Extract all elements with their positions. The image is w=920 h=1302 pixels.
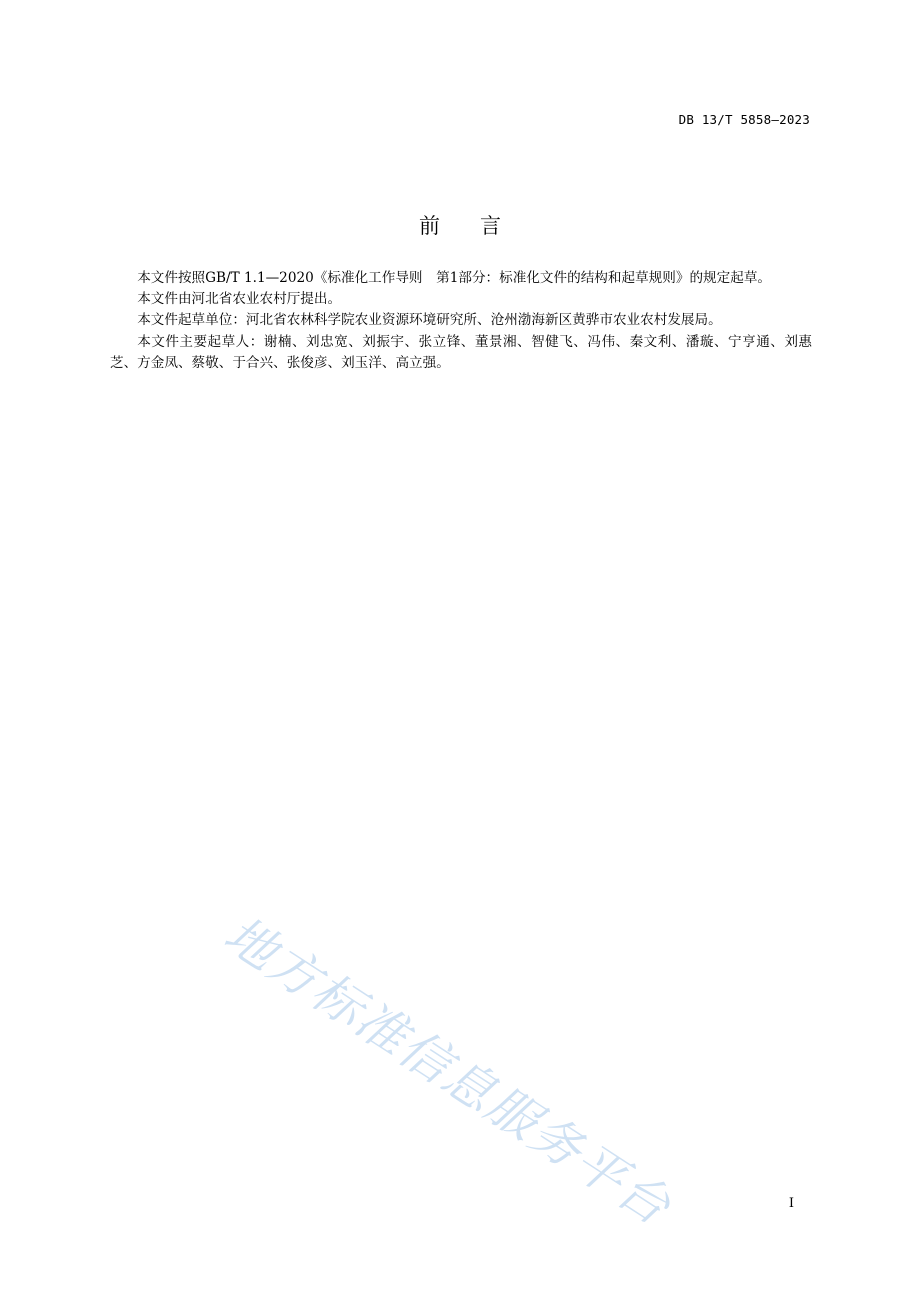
preface-body	[110, 268, 812, 374]
page-number: I	[788, 1196, 794, 1211]
paragraph-drafters: 本文件主要起草人：谢楠、刘忠宽、刘振宇、张立锋、董景湘、智健飞、冯伟、秦文利、潘璇、宁亨通、刘惠芝、方金凤、蔡敬、于合兴、张俊彦、刘玉洋、高立强。	[110, 333, 812, 371]
watermark: 地方标准信息服务平台	[214, 905, 682, 1237]
paragraph-drafting-units: 本文件起草单位：河北省农林科学院农业资源环境研究所、沧州渤海新区黄骅市农业农村发展局。	[137, 312, 722, 329]
document-code: DB 13/T 5858—2023	[678, 112, 810, 127]
paragraph-proposer: 本文件由河北省农业农村厅提出。	[137, 291, 342, 308]
paragraph-drafting-rules: 本文件按照GB/T 1.1—2020《标准化工作导则 第1部分：标准化文件的结构和起草规则》的规定起草。	[137, 270, 772, 286]
page-title: 前言	[419, 214, 541, 238]
